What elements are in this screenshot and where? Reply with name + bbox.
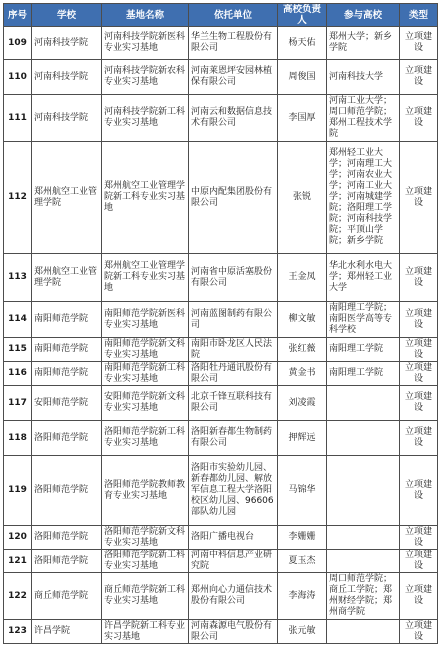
cell-partners xyxy=(327,386,400,421)
cell-unit: 洛阳市实验幼儿园、新春都幼儿园、解放军信息工程大学洛阳校区幼儿园、96606部队幼儿园 xyxy=(189,456,278,526)
cell-type: 立项建设 xyxy=(400,456,438,526)
cell-leader: 杨天佑 xyxy=(278,27,327,60)
cell-no: 115 xyxy=(4,338,32,362)
cell-school: 许昌学院 xyxy=(32,620,102,644)
cell-school: 商丘师范学院 xyxy=(32,573,102,620)
cell-leader: 黄金书 xyxy=(278,362,327,386)
cell-no: 119 xyxy=(4,456,32,526)
cell-school: 郑州航空工业管理学院 xyxy=(32,142,102,254)
table-row xyxy=(4,27,438,60)
table-row xyxy=(4,573,438,620)
cell-unit: 洛阳广播电视台 xyxy=(189,526,278,550)
cell-no: 122 xyxy=(4,573,32,620)
base-list-table-page xyxy=(3,3,437,644)
cell-school: 安阳师范学院 xyxy=(32,386,102,421)
cell-type: 立项建设 xyxy=(400,526,438,550)
cell-unit: 北京千锋互联科技有限公司 xyxy=(189,386,278,421)
cell-base-name: 洛阳师范学院新工科专业实习基地 xyxy=(102,550,189,573)
cell-base-name: 商丘师范学院新工科专业实习基地 xyxy=(102,573,189,620)
table-row xyxy=(4,421,438,456)
cell-no: 111 xyxy=(4,95,32,142)
cell-unit: 河南中科信息产业研究院 xyxy=(189,550,278,573)
cell-no: 112 xyxy=(4,142,32,254)
cell-base-name: 安阳师范学院新文科专业实习基地 xyxy=(102,386,189,421)
cell-unit: 河南省中原活塞股份有限公司 xyxy=(189,254,278,302)
cell-leader: 李姗姗 xyxy=(278,526,327,550)
cell-partners xyxy=(327,456,400,526)
cell-partners xyxy=(327,620,400,644)
header-type: 类型 xyxy=(400,4,438,27)
cell-base-name: 郑州航空工业管理学院新工科专业实习基地 xyxy=(102,142,189,254)
cell-partners: 周口师范学院；商丘工学院；郑州财经学院；郑州商学院 xyxy=(327,573,400,620)
cell-unit: 郑州向心力通信技术股份有限公司 xyxy=(189,573,278,620)
cell-type: 立项建设 xyxy=(400,573,438,620)
cell-base-name: 河南科技学院新农科专业实习基地 xyxy=(102,60,189,95)
base-list-table xyxy=(3,3,438,644)
cell-leader: 夏玉杰 xyxy=(278,550,327,573)
cell-no: 110 xyxy=(4,60,32,95)
cell-unit: 华兰生物工程股份有限公司 xyxy=(189,27,278,60)
cell-unit: 河南莱恩坪安园林植保有限公司 xyxy=(189,60,278,95)
header-base-name: 基地名称 xyxy=(102,4,189,27)
cell-base-name: 洛阳师范学院教师教育专业实习基地 xyxy=(102,456,189,526)
table-row xyxy=(4,386,438,421)
table-row xyxy=(4,338,438,362)
cell-partners: 郑州轻工业大学；河南理工大学；河南农业大学；河南工业大学；河南城建学院；洛阳理工学院；河南科技学院；平顶山学院；新乡学院 xyxy=(327,142,400,254)
cell-base-name: 南阳师范学院新医科专业实习基地 xyxy=(102,302,189,338)
table-row xyxy=(4,302,438,338)
cell-partners: 郑州大学；新乡学院 xyxy=(327,27,400,60)
cell-no: 120 xyxy=(4,526,32,550)
cell-partners xyxy=(327,550,400,573)
table-header-row xyxy=(4,4,438,27)
header-partners: 参与高校 xyxy=(327,4,400,27)
cell-base-name: 许昌学院新工科专业实习基地 xyxy=(102,620,189,644)
cell-school: 南阳师范学院 xyxy=(32,338,102,362)
cell-leader: 刘凌霞 xyxy=(278,386,327,421)
header-unit: 依托单位 xyxy=(189,4,278,27)
cell-partners xyxy=(327,526,400,550)
cell-type: 立项建设 xyxy=(400,302,438,338)
cell-school: 郑州航空工业管理学院 xyxy=(32,254,102,302)
cell-school: 洛阳师范学院 xyxy=(32,421,102,456)
cell-partners xyxy=(327,421,400,456)
cell-type: 立项建设 xyxy=(400,254,438,302)
cell-no: 113 xyxy=(4,254,32,302)
cell-school: 洛阳师范学院 xyxy=(32,550,102,573)
cell-leader: 王金凤 xyxy=(278,254,327,302)
cell-partners: 河南工业大学；周口师范学院；郑州工程技术学院 xyxy=(327,95,400,142)
cell-leader: 李国厚 xyxy=(278,95,327,142)
cell-type: 立项建设 xyxy=(400,60,438,95)
cell-type: 立项建设 xyxy=(400,362,438,386)
cell-unit: 河南云和数据信息技术有限公司 xyxy=(189,95,278,142)
cell-unit: 洛阳牡丹通讯股份有限公司 xyxy=(189,362,278,386)
table-row xyxy=(4,456,438,526)
header-leader: 高校负责人 xyxy=(278,4,327,27)
cell-base-name: 洛阳师范学院新工科专业实习基地 xyxy=(102,421,189,456)
cell-unit: 河南蓝图制药有限公司 xyxy=(189,302,278,338)
cell-partners: 南阳理工学院 xyxy=(327,362,400,386)
cell-type: 立项建设 xyxy=(400,142,438,254)
cell-no: 118 xyxy=(4,421,32,456)
cell-school: 河南科技学院 xyxy=(32,60,102,95)
cell-unit: 洛阳新春都生物制药有限公司 xyxy=(189,421,278,456)
cell-no: 117 xyxy=(4,386,32,421)
cell-no: 116 xyxy=(4,362,32,386)
cell-partners: 河南科技大学 xyxy=(327,60,400,95)
cell-leader: 张锐 xyxy=(278,142,327,254)
cell-base-name: 南阳师范学院新文科专业实习基地 xyxy=(102,338,189,362)
cell-base-name: 南阳师范学院新工科专业实习基地 xyxy=(102,362,189,386)
table-row xyxy=(4,95,438,142)
cell-unit: 中原内配集团股份有限公司 xyxy=(189,142,278,254)
cell-type: 立项建设 xyxy=(400,338,438,362)
table-row xyxy=(4,254,438,302)
cell-school: 南阳师范学院 xyxy=(32,362,102,386)
cell-partners: 南阳理工学院；南阳医学高等专科学校 xyxy=(327,302,400,338)
cell-school: 洛阳师范学院 xyxy=(32,526,102,550)
cell-partners: 华北水利水电大学；郑州轻工业大学 xyxy=(327,254,400,302)
cell-school: 河南科技学院 xyxy=(32,95,102,142)
table-row xyxy=(4,620,438,644)
cell-leader: 周俊国 xyxy=(278,60,327,95)
table-row xyxy=(4,60,438,95)
cell-school: 南阳师范学院 xyxy=(32,302,102,338)
table-row xyxy=(4,142,438,254)
cell-type: 立项建设 xyxy=(400,95,438,142)
table-row xyxy=(4,526,438,550)
cell-type: 立项建设 xyxy=(400,27,438,60)
header-no: 序号 xyxy=(4,4,32,27)
cell-leader: 张红薇 xyxy=(278,338,327,362)
cell-base-name: 河南科技学院新医科专业实习基地 xyxy=(102,27,189,60)
cell-type: 立项建设 xyxy=(400,550,438,573)
cell-leader: 押辉远 xyxy=(278,421,327,456)
table-row xyxy=(4,362,438,386)
header-school: 学校 xyxy=(32,4,102,27)
cell-leader: 李海涛 xyxy=(278,573,327,620)
table-row xyxy=(4,550,438,573)
cell-type: 立项建设 xyxy=(400,386,438,421)
cell-leader: 柳文敏 xyxy=(278,302,327,338)
cell-unit: 南阳市卧龙区人民法院 xyxy=(189,338,278,362)
cell-base-name: 河南科技学院新工科专业实习基地 xyxy=(102,95,189,142)
cell-school: 洛阳师范学院 xyxy=(32,456,102,526)
cell-no: 121 xyxy=(4,550,32,573)
cell-leader: 马锦华 xyxy=(278,456,327,526)
cell-type: 立项建设 xyxy=(400,620,438,644)
cell-no: 123 xyxy=(4,620,32,644)
cell-no: 109 xyxy=(4,27,32,60)
cell-partners: 南阳理工学院 xyxy=(327,338,400,362)
cell-unit: 河南森源电气股份有限公司 xyxy=(189,620,278,644)
cell-school: 河南科技学院 xyxy=(32,27,102,60)
cell-base-name: 洛阳师范学院新文科专业实习基地 xyxy=(102,526,189,550)
cell-base-name: 郑州航空工业管理学院新工科专业实习基地 xyxy=(102,254,189,302)
cell-leader: 张元敏 xyxy=(278,620,327,644)
cell-no: 114 xyxy=(4,302,32,338)
cell-type: 立项建设 xyxy=(400,421,438,456)
